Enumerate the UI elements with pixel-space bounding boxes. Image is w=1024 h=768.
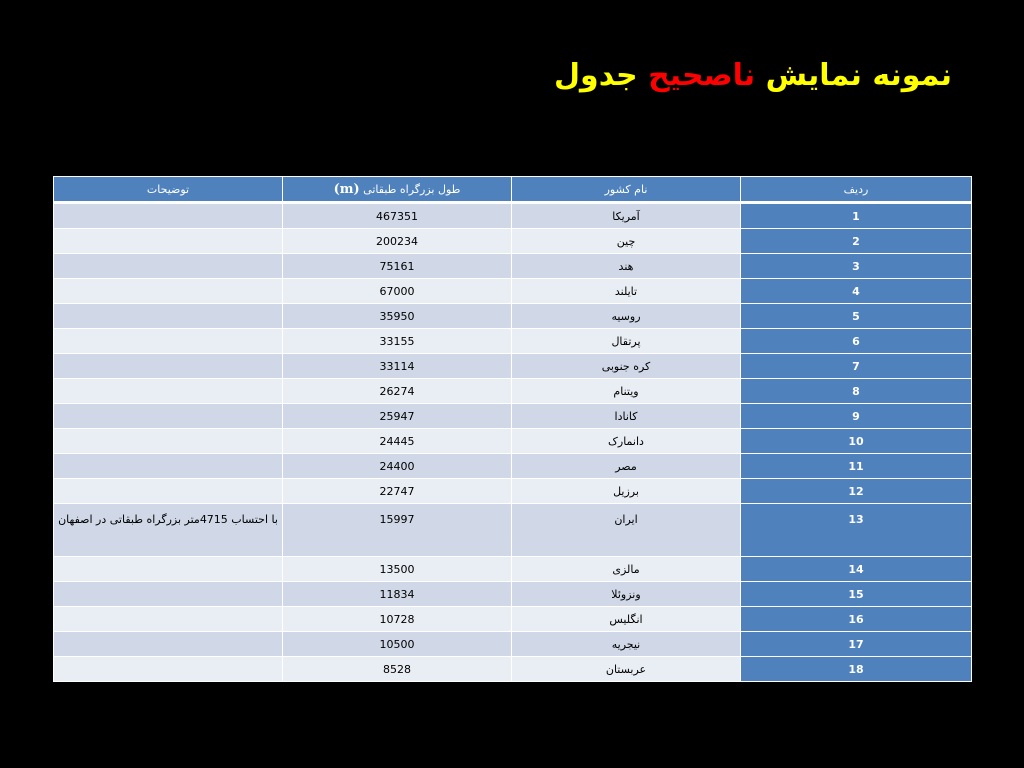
cell-rownum: 4: [741, 279, 972, 304]
cell-country: تایلند: [512, 279, 741, 304]
table-row: [54, 304, 972, 329]
cell-notes: [54, 557, 283, 582]
cell-rownum: 10: [741, 429, 972, 454]
cell-country: مالزی: [512, 557, 741, 582]
cell-length: 8528: [283, 657, 512, 682]
cell-rownum: 1: [741, 203, 972, 229]
table-row: [54, 454, 972, 479]
cell-country: آمریکا: [512, 203, 741, 229]
data-table: [53, 176, 972, 682]
cell-notes: [54, 454, 283, 479]
cell-notes: [54, 632, 283, 657]
cell-notes: [54, 203, 283, 229]
cell-length: 13500: [283, 557, 512, 582]
cell-notes: [54, 657, 283, 682]
cell-length: 10728: [283, 607, 512, 632]
cell-country: چین: [512, 229, 741, 254]
cell-notes: [54, 304, 283, 329]
cell-rownum: 16: [741, 607, 972, 632]
table-row: [54, 557, 972, 582]
cell-country: کره جنوبی: [512, 354, 741, 379]
cell-length: 35950: [283, 304, 512, 329]
table-row: [54, 404, 972, 429]
cell-notes: [54, 379, 283, 404]
header-length-unit: (m): [333, 181, 360, 197]
cell-notes: [54, 479, 283, 504]
cell-country: کانادا: [512, 404, 741, 429]
cell-country: مصر: [512, 454, 741, 479]
cell-notes: [54, 429, 283, 454]
title-part-2: ناصحیح: [648, 58, 756, 93]
cell-length: 33114: [283, 354, 512, 379]
cell-country: هند: [512, 254, 741, 279]
cell-notes: [54, 354, 283, 379]
cell-rownum: 5: [741, 304, 972, 329]
header-notes: توضیحات: [54, 177, 283, 203]
cell-notes: [54, 254, 283, 279]
cell-notes: [54, 229, 283, 254]
cell-length: 24400: [283, 454, 512, 479]
cell-length: 15997: [283, 504, 512, 557]
title-part-1: نمونه نمایش: [765, 58, 952, 93]
cell-rownum: 11: [741, 454, 972, 479]
table-row: [54, 279, 972, 304]
table-row: [54, 429, 972, 454]
header-rownum: ردیف: [741, 177, 972, 203]
cell-length: 67000: [283, 279, 512, 304]
cell-rownum: 14: [741, 557, 972, 582]
cell-notes: [54, 329, 283, 354]
cell-country: عربستان: [512, 657, 741, 682]
table-row: [54, 203, 972, 229]
table-row: [54, 607, 972, 632]
table-row: [54, 632, 972, 657]
cell-length: 200234: [283, 229, 512, 254]
cell-length: 22747: [283, 479, 512, 504]
cell-rownum: 18: [741, 657, 972, 682]
cell-rownum: 3: [741, 254, 972, 279]
table-row: [54, 254, 972, 279]
cell-rownum: 13: [741, 504, 972, 557]
page-title: [554, 52, 952, 100]
cell-rownum: 12: [741, 479, 972, 504]
table-row: [54, 354, 972, 379]
cell-notes: [54, 607, 283, 632]
cell-length: 33155: [283, 329, 512, 354]
cell-country: پرتقال: [512, 329, 741, 354]
cell-country: ایران: [512, 504, 741, 557]
cell-country: انگلیس: [512, 607, 741, 632]
cell-rownum: 9: [741, 404, 972, 429]
cell-length: 24445: [283, 429, 512, 454]
table-row: [54, 479, 972, 504]
cell-rownum: 15: [741, 582, 972, 607]
cell-length: 10500: [283, 632, 512, 657]
cell-country: ونزوئلا: [512, 582, 741, 607]
cell-rownum: 7: [741, 354, 972, 379]
table-row: [54, 504, 972, 557]
cell-notes: [54, 404, 283, 429]
cell-country: روسیه: [512, 304, 741, 329]
cell-notes: با احتساب 4715متر بزرگراه طبقاتی در اصفهان: [54, 504, 283, 557]
table-row: [54, 657, 972, 682]
cell-country: نیجریه: [512, 632, 741, 657]
table-header-row: [54, 177, 972, 203]
cell-notes: [54, 279, 283, 304]
header-country: نام کشور: [512, 177, 741, 203]
table-row: [54, 379, 972, 404]
cell-rownum: 2: [741, 229, 972, 254]
table-row: [54, 582, 972, 607]
table-row: [54, 329, 972, 354]
cell-rownum: 17: [741, 632, 972, 657]
header-length: [283, 177, 512, 203]
cell-rownum: 6: [741, 329, 972, 354]
cell-length: 75161: [283, 254, 512, 279]
cell-length: 26274: [283, 379, 512, 404]
header-length-text: طول بزرگراه طبقاتی: [363, 182, 461, 196]
cell-notes: [54, 582, 283, 607]
cell-country: دانمارک: [512, 429, 741, 454]
table-row: [54, 229, 972, 254]
cell-country: برزیل: [512, 479, 741, 504]
cell-rownum: 8: [741, 379, 972, 404]
cell-length: 467351: [283, 203, 512, 229]
cell-country: ویتنام: [512, 379, 741, 404]
cell-length: 25947: [283, 404, 512, 429]
title-part-3: جدول: [554, 58, 638, 93]
cell-length: 11834: [283, 582, 512, 607]
